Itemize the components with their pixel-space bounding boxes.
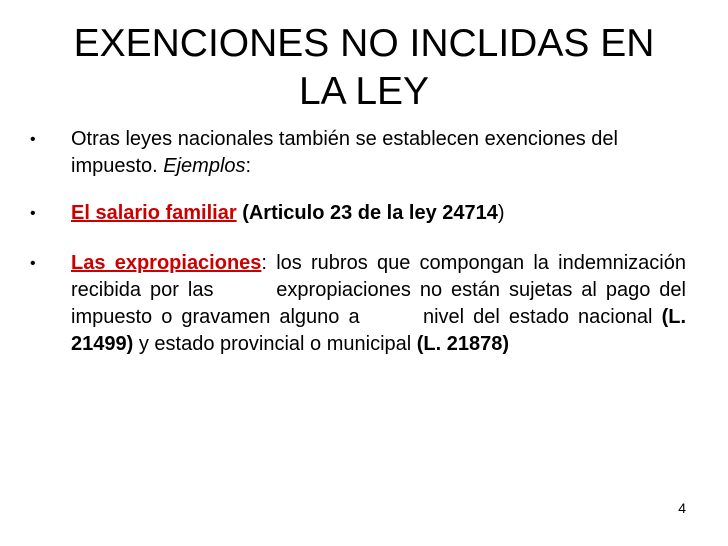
bullet-dot-icon: • xyxy=(30,255,36,272)
bullet-text: : los rubros que compongan la indemnización recibida por las expropiaciones no están sujetas al pago del impuesto o gravamen alguno a nivel del estado nacional xyxy=(71,252,686,328)
bullet-item-expropiaciones xyxy=(30,250,686,358)
bullet-item-otras-leyes xyxy=(30,126,686,180)
page-number: 4 xyxy=(678,500,686,516)
articulo-reference: (Articulo 23 de la ley 24714 xyxy=(242,202,498,224)
law-reference-21499: (L. 21499) xyxy=(71,306,686,355)
law-reference-21878: (L. 21878) xyxy=(416,333,510,355)
bullet-text-italic: Ejemplos xyxy=(163,155,246,177)
salario-familiar-link[interactable]: El salario familiar xyxy=(71,202,237,224)
bullet-text: Otras leyes nacionales también se establecen exenciones del impuesto. xyxy=(71,128,618,177)
slide-title-line1: EXENCIONES NO INCLIDAS EN xyxy=(73,22,655,65)
slide-title-line2: LA LEY xyxy=(298,70,430,113)
expropiaciones-link[interactable]: Las expropiaciones xyxy=(71,252,262,274)
bullet-list xyxy=(30,126,686,358)
bullet-text-continued: y estado provincial o municipal xyxy=(133,333,417,355)
slide-title xyxy=(40,20,688,116)
bullet-dot-icon: • xyxy=(30,131,36,148)
bullet-item-salario-familiar xyxy=(30,200,686,227)
bullet-closing-paren: ) xyxy=(497,202,505,224)
bullet-text-suffix: : xyxy=(245,155,252,177)
bullet-dot-icon: • xyxy=(30,205,36,222)
